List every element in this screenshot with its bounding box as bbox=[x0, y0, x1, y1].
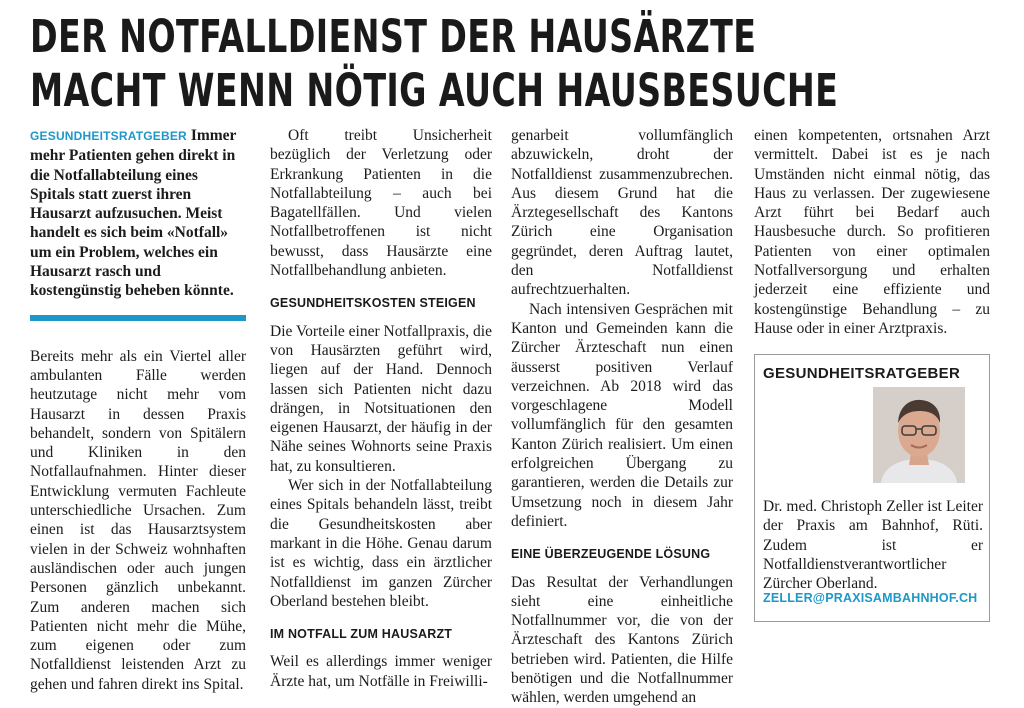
author-box-title: GESUNDHEITSRATGEBER bbox=[763, 365, 961, 382]
column-4 bbox=[754, 126, 990, 338]
subheading: GESUNDHEITSKOSTEN STEIGEN bbox=[270, 296, 476, 311]
body-paragraph: Das Resultat der Verhandlungen sieht eine einheitliche Notfallnummer vor, die von der Ärzteschaft des Kantons Zürich betrieben wird. Patienten, die Hilfe benötigen und die Notfallnummer wählen, werden umgehend an bbox=[511, 573, 733, 707]
body-paragraph: Wer sich in der Notfallabteilung eines Spitals behandeln lässt, treibt die Gesundheitskosten aber markant in die Höhe. Genau darum ist es wichtig, dass ein ärztlicher Notfalldienst im ganzen Zürcher Oberland bestehen bleibt. bbox=[270, 477, 492, 610]
body-paragraph: genarbeit vollumfänglich abzuwickeln, droht der Notfalldienst zusammenzubrechen. Aus diesem Grund hat die Ärztegesellschaft des Kantons Zürich eine Organisation gegründet, deren Auftrag lautet, den Notfalldienst aufrechtzuerhalten. bbox=[511, 127, 733, 299]
lead-text: Immer mehr Patienten gehen direkt in die Notfallabteilung eines Spitals statt zuerst ihren Hausarzt aufzusuchen. Meist handelt es sich beim «Notfall» um ein Problem, welches ein Hausarzt rasch und kostengünstig beheben könnte. bbox=[30, 127, 237, 300]
body-paragraph: Oft treibt Unsicherheit bezüglich der Verletzung oder Erkrankung Patienten in die Notfallabteilung – auch bei Bagatellfällen. Und vielen Notfallbetroffenen ist nicht bewusst, dass Hausärzte eine Notfallbehandlung anbieten. bbox=[270, 127, 492, 280]
subheading: EINE ÜBERZEUGENDE LÖSUNG bbox=[511, 547, 711, 562]
column-1 bbox=[30, 126, 246, 694]
body-paragraph: Die Vorteile einer Notfallpraxis, die von Hausärzten geführt wird, liegen auf der Hand. Dennoch lassen sich Patienten nicht dazu drängen, in Notsituationen den eigenen Hausarzt, der häufig in der Nähe seines Wohnorts seine Praxis hat, zu konsultieren. bbox=[270, 322, 492, 475]
author-portrait bbox=[873, 387, 965, 483]
subheading: IM NOTFALL ZUM HAUSARZT bbox=[270, 627, 453, 642]
headline-line-1: DER NOTFALLDIENST DER HAUSÄRZTE bbox=[30, 10, 757, 63]
column-2 bbox=[270, 126, 492, 691]
article-headline bbox=[30, 10, 839, 118]
author-box bbox=[754, 354, 990, 622]
lead-paragraph bbox=[30, 126, 246, 301]
body-paragraph: Nach intensiven Gesprächen mit Kanton und Gemeinden kann die Zürcher Ärzteschaft nun einen äusserst positiven Verlauf verzeichnen. Ab 2018 wird das vorgeschlagene Modell vollumfänglich für den gesamten Kanton Zürich realisiert. Um einen erfolgreichen Übergang zu garantieren, werden die Details zur Umsetzung noch in diesem Jahr definiert. bbox=[511, 300, 733, 530]
body-paragraph: einen kompetenten, ortsnahen Arzt vermittelt. Dabei ist es je nach Umständen nicht einmal nötig, das Haus zu verlassen. Der zugewiesene Arzt führt bei Bedarf auch Hausbesuche durch. So profitieren Patienten von einer optimalen Notfallversorgung und erhalten jederzeit eine effiziente und kostengünstige Behandlung – zu Hause oder in einer Arztpraxis. bbox=[754, 127, 990, 337]
column-3 bbox=[511, 126, 733, 708]
portrait-image bbox=[873, 387, 965, 483]
lead-rule bbox=[30, 315, 246, 321]
author-email-link[interactable]: ZELLER@PRAXISAMBAHNHOF.CH bbox=[763, 591, 978, 605]
lead-kicker: GESUNDHEITSRATGEBER bbox=[30, 129, 187, 143]
body-paragraph: Bereits mehr als ein Viertel aller ambulanten Fälle werden heutzutage nicht mehr vom Hausarzt in dessen Praxis behandelt, sondern von Spitälern und Kliniken in den Notfallaufnahmen. Hinter dieser Entwicklung vermuten Fachleute unterschiedliche Ursachen. Zum einen ist das Hausarztsystem vielen in der Schweiz wohnhaften ausländischen oder auch jungen Personen gänzlich unbekannt. Zum anderen machen sich Patienten nicht mehr die Mühe, zum eigenen oder zum Notfalldienst leistenden Arzt zu gehen und fahren direkt ins Spital. bbox=[30, 347, 246, 693]
headline-line-2: MACHT WENN NÖTIG AUCH HAUSBESUCHE bbox=[30, 64, 839, 117]
author-bio: Dr. med. Christoph Zeller ist Leiter der Praxis am Bahnhof, Rüti. Zudem ist er Notfalldienstverantwortlicher Zürcher Oberland. bbox=[763, 498, 983, 593]
body-paragraph: Weil es allerdings immer weniger Ärzte hat, um Notfälle in Freiwilli- bbox=[270, 653, 492, 690]
